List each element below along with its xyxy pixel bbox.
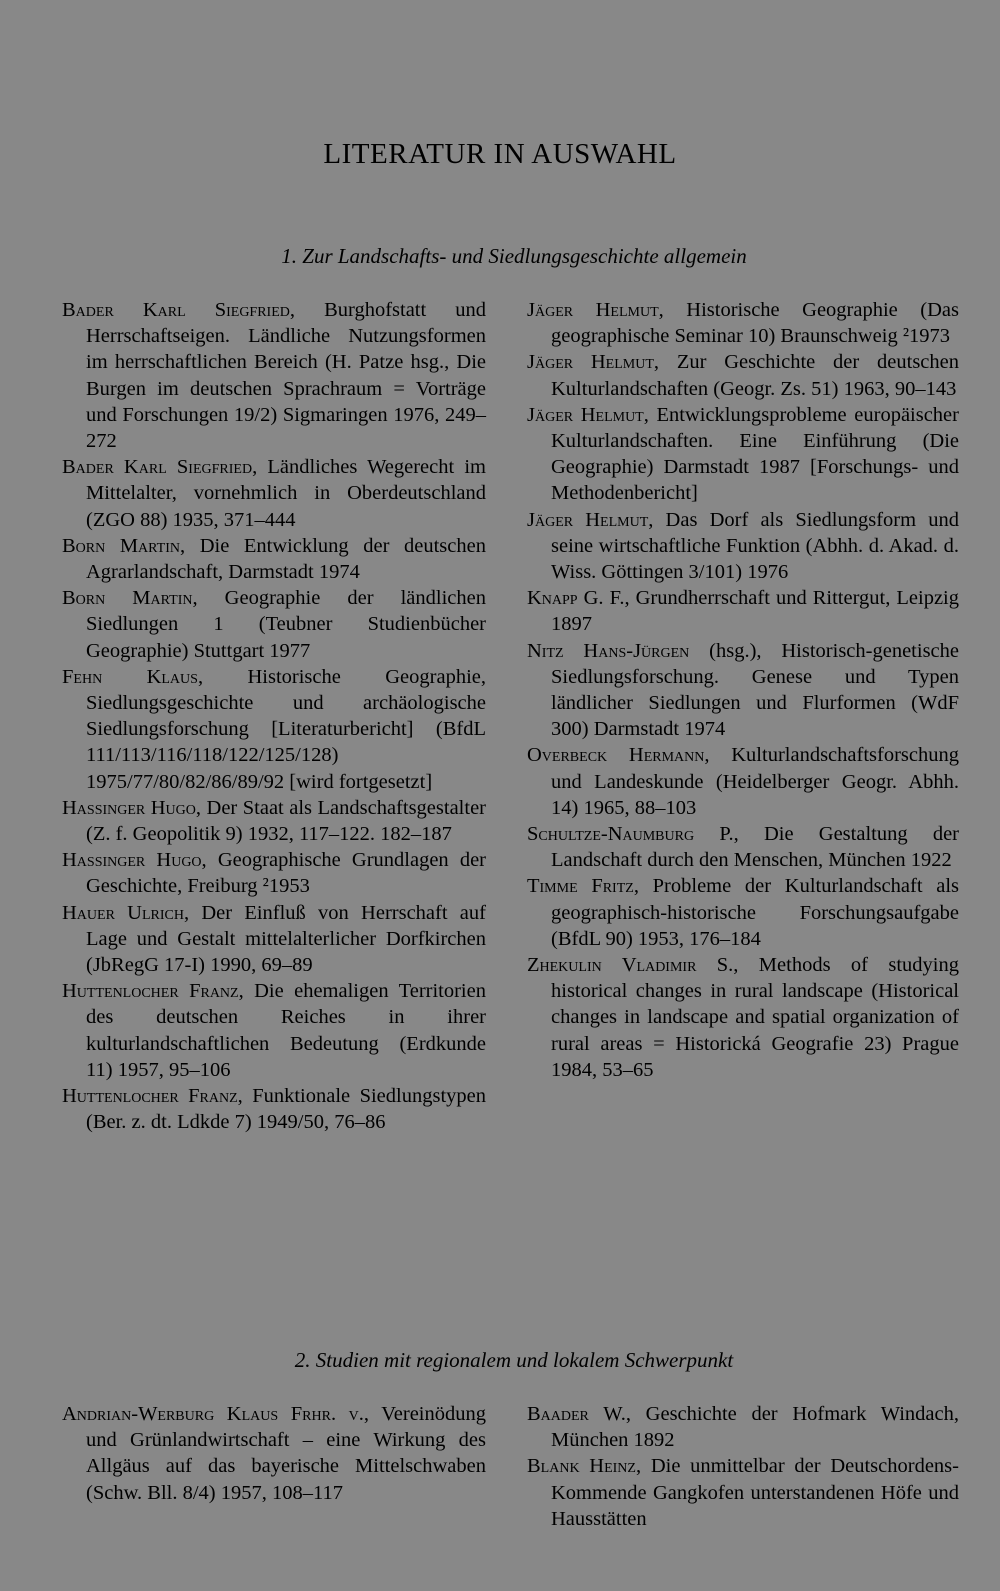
bibliography-entry (527, 873, 959, 952)
entry-author: Huttenlocher Franz, (62, 1085, 243, 1108)
bibliography-entry (527, 638, 959, 743)
entry-text: Der Einfluß von Herrschaft auf Lage und Gestalt mittelalterlicher Dorfkirchen (JbRegG 17-I) 1990, 69–89 (86, 901, 486, 977)
bibliography-entry (62, 847, 486, 899)
bibliography-entry (527, 507, 959, 586)
entry-text: Zur Geschichte der deutschen Kulturlandschaften (Geogr. Zs. 51) 1963, 90–143 (551, 351, 959, 400)
bibliography-entry (527, 297, 959, 349)
entry-text: Historische Geographie, Siedlungsgeschichte und archäologische Siedlungsforschung [Literaturbericht] (BfdL 111/113/116/118/122/125/128) 1975/77/80/82/86/89/92 [wird fortgesetzt] (86, 665, 486, 793)
entry-author: Hauer Ulrich, (62, 901, 190, 924)
entry-author: Jäger Helmut, (527, 508, 654, 531)
entry-text: Burghofstatt und Herrschaftseigen. Ländliche Nutzungsformen im herrschaftlichen Bereich (H. Patze hsg., Die Burgen im deutschen Sprachraum = Vorträge und Forschungen 19/2) Sigmaringen 1976, 249–272 (86, 299, 487, 453)
entry-author: Bader Karl Siegfried, (62, 456, 258, 479)
entry-text: Ländliches Wegerecht im Mittelalter, vornehmlich in Oberdeutschland (ZGO 88) 1935, 371–444 (86, 456, 486, 531)
entry-text: Methods of studying historical changes in rural landscape (Historical changes in landscape and spatial organization of rural areas = Historická Geografie 23) Prague 1984, 53–65 (551, 954, 959, 1081)
entry-author: Nitz Hans-Jürgen (527, 639, 690, 662)
bibliography-entry (527, 402, 959, 507)
bibliography-entry (62, 664, 486, 795)
section-heading-general: 1. Zur Landschafts- und Siedlungsgeschichte allgemein (281, 244, 747, 268)
entry-text: Geographische Grundlagen der Geschichte, Freiburg ²1953 (86, 849, 486, 898)
entry-author: Born Martin, (62, 587, 198, 610)
entry-text: Vereinödung und Grünlandwirtschaft – eine Wirkung des Allgäus auf das bayerische Mittelschwaben (Schw. Bll. 8/4) 1957, 108–117 (86, 1403, 486, 1504)
section-heading-regional: 2. Studien mit regionalem und lokalem Schwerpunkt (294, 1348, 734, 1372)
bibliography-entry (62, 585, 486, 664)
bibliography-entry (62, 297, 486, 454)
entry-author: Jäger Helmut, (527, 403, 649, 426)
bibliography-entry (527, 1401, 959, 1453)
entry-author: Schultze-Naumburg P., (527, 823, 739, 846)
entry-author: Overbeck Hermann, (527, 744, 710, 767)
entry-text: Die Gestaltung der Landschaft durch den Menschen, München 1922 (551, 823, 959, 872)
bibliography-column-right (527, 1401, 959, 1532)
entry-text: Geographie der ländlichen Siedlungen 1 (Teubner Studienbücher Geographie) Stuttgart 1977 (86, 587, 486, 662)
entry-text: Das Dorf als Siedlungsform und seine wirtschaftliche Funktion (Abhh. d. Akad. d. Wiss. Göttingen 3/101) 1976 (551, 508, 959, 584)
entry-author: Baader W., (527, 1403, 631, 1425)
bibliography-entry (62, 1083, 486, 1135)
entry-author: Bader Karl Siegfried, (62, 299, 296, 321)
bibliography-entry (62, 533, 486, 585)
entry-author: Born Martin, (62, 534, 186, 557)
entry-author: Hassinger Hugo, (62, 849, 207, 872)
entry-text: Der Staat als Landschaftsgestalter (Z. f. Geopolitik 9) 1932, 117–122. 182–187 (86, 796, 486, 846)
entry-text: Entwicklungsprobleme europäischer Kulturlandschaften. Eine Einführung (Die Geographie) Darmstadt 1987 [Forschungs- und Methodenbericht] (551, 403, 959, 505)
entry-author: Jäger Helmut, (527, 351, 660, 374)
bibliography-column-left (62, 1401, 486, 1506)
bibliography-entry (527, 952, 959, 1083)
entry-author: Knapp G. F., (527, 587, 630, 610)
entry-author: Huttenlocher Franz, (62, 980, 244, 1003)
bibliography-entry (62, 900, 486, 979)
entry-text: Historische Geographie (Das geographische Seminar 10) Braunschweig ²1973 (551, 299, 959, 348)
entry-author: Zhekulin Vladimir S., (527, 954, 739, 977)
bibliography-entry (527, 585, 959, 637)
entry-author: Jäger Helmut, (527, 299, 664, 321)
entry-text: (hsg.), Historisch-genetische Siedlungsforschung. Genese und Typen ländlicher Siedlungen und Flurformen (WdF 300) Darmstadt 1974 (551, 639, 959, 741)
bibliography-entry (527, 1453, 959, 1532)
bibliography-column-right (527, 297, 959, 1083)
page-title: LITERATUR IN AUSWAHL (323, 138, 677, 170)
bibliography-column-left (62, 297, 486, 1136)
entry-author: Andrian-Werburg Klaus Frhr. v., (62, 1403, 370, 1425)
entry-author: Blank Heinz, (527, 1455, 642, 1478)
bibliography-entry (527, 742, 959, 821)
bibliography-entry (62, 795, 486, 847)
entry-text: Geschichte der Hofmark Windach, München 1892 (551, 1403, 959, 1452)
bibliography-entry (527, 349, 959, 401)
entry-text: Funktionale Siedlungstypen (Ber. z. dt. Ldkde 7) 1949/50, 76–86 (86, 1085, 486, 1134)
entry-author: Fehn Klaus, (62, 665, 204, 688)
entry-author: Hassinger Hugo, (62, 796, 202, 819)
entry-text: Die unmittelbar der Deutschordens-Kommende Gangkofen unterstandenen Höfe und Hausstätten (551, 1455, 959, 1530)
bibliography-entry (62, 1401, 486, 1506)
entry-text: Die Entwicklung der deutschen Agrarlandschaft, Darmstadt 1974 (86, 534, 486, 584)
bibliography-entry (62, 978, 486, 1083)
entry-text: Grundherrschaft und Rittergut, Leipzig 1897 (551, 587, 959, 636)
entry-text: Probleme der Kulturlandschaft als geographisch-historische Forschungsaufgabe (BfdL 90) 1953, 176–184 (551, 875, 959, 950)
entry-text: Kulturlandschaftsforschung und Landeskunde (Heidelberger Geogr. Abhh. 14) 1965, 88–103 (551, 744, 959, 819)
entry-text: Die ehemaligen Territorien des deutschen Reiches in ihrer kulturlandschaftlichen Bedeutung (Erdkunde 11) 1957, 95–106 (86, 980, 486, 1081)
entry-author: Timme Fritz, (527, 875, 639, 898)
bibliography-entry (62, 454, 486, 533)
bibliography-entry (527, 821, 959, 873)
